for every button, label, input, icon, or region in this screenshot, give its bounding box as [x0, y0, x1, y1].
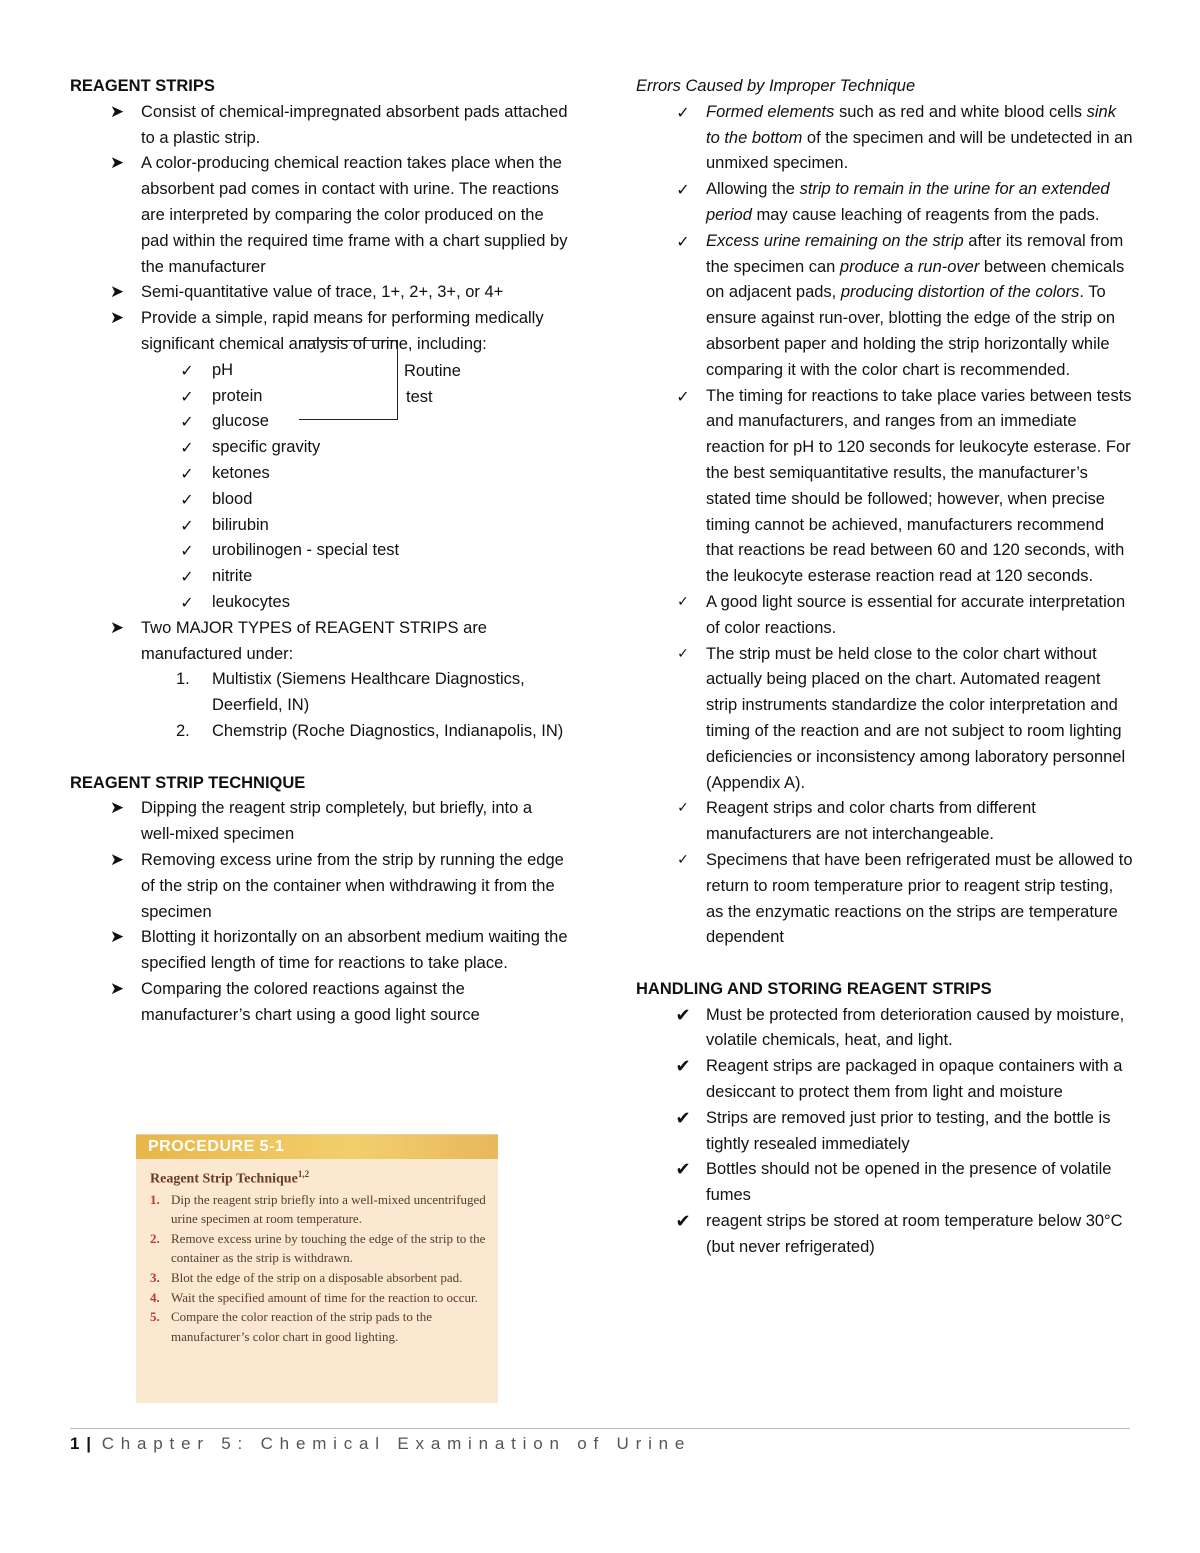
test-item: ✓ ketones — [70, 461, 570, 487]
arrow-bullet-icon: ➤ — [109, 308, 125, 329]
list-item: ✓ The timing for reactions to take place varies between tests and manufacturers, and ranges from an immediate reaction for pH to 120 seconds for leukocyte esterase. For the best semiquantitative results, the manufacturer’s stated time should be followed; however, when precise timing cannot be achieved, manufacturers recommend that reactions be read between 60 and 120 seconds, with the leukocyte esterase reaction read at 120 seconds. — [636, 384, 1134, 590]
arrow-bullet-icon: ➤ — [109, 798, 125, 819]
check-icon: ✓ — [180, 386, 194, 406]
list-item: ✓ The strip must be held close to the color chart without actually being placed on the chart. Automated reagent strip instruments standardize the color interpretation and timing of the reaction and are not subject to room lighting deficiencies or inconsistency among laboratory personnel (Appendix A). — [636, 642, 1134, 797]
reagent-strips-heading: REAGENT STRIPS — [70, 77, 215, 95]
procedure-title: Reagent Strip Technique$^{1,2}$ — [150, 1169, 310, 1187]
list-item: ✔ reagent strips be stored at room temperature below 30°C (but never refrigerated) — [636, 1209, 1134, 1261]
list-item: ➤ Provide a simple, rapid means for performing medically significant chemical analysis of urine, including: ✓ pH ✓ protein ✓ glucose ✓ specific gravity ✓ ketones ✓ blood ✓ bilirubin ✓ urobilinogen - special test ✓ nitrite ✓ leukocytes — [70, 306, 570, 616]
check-icon: ✓ — [180, 541, 194, 561]
arrow-bullet-icon: ➤ — [109, 153, 125, 174]
reagent-strips-list — [70, 100, 570, 745]
check-icon: ✓ — [677, 851, 689, 868]
list-item: ✓ Allowing the strip to remain in the urine for an extended period may cause leaching of reagents from the pads. — [636, 177, 1134, 229]
footer-rule — [70, 1428, 1130, 1429]
check-icon: ✓ — [180, 360, 194, 380]
list-item: ➤ Dipping the reagent strip completely, but briefly, into a well-mixed specimen — [70, 796, 570, 848]
list-item: ➤ Blotting it horizontally on an absorbent medium waiting the specified length of time for reactions to take place. — [70, 925, 570, 977]
check-icon: ✓ — [180, 463, 194, 483]
check-icon: ✔ — [675, 1159, 691, 1181]
check-icon: ✓ — [180, 592, 194, 612]
strip-types-list — [70, 667, 570, 744]
footer-separator: | — [86, 1434, 91, 1453]
test-item: ✓ protein — [70, 384, 570, 410]
check-icon: ✓ — [677, 593, 689, 610]
right-column — [636, 74, 1134, 1261]
list-item: ✓ Excess urine remaining on the strip after its removal from the specimen can produce a run-over between chemicals on adjacent pads, producing distortion of the colors. To ensure against run-over, blotting the edge of the strip on absorbent paper and holding the strip horizontally while comparing it with the color chart is recommended. — [636, 229, 1134, 384]
arrow-bullet-icon: ➤ — [109, 849, 125, 870]
check-icon: ✔ — [675, 1056, 691, 1078]
procedure-step: 4. Wait the specified amount of time for the reaction to occur. — [150, 1289, 478, 1305]
page-number: 1 — [70, 1434, 80, 1453]
procedure-step: 1. Dip the reagent strip briefly into a well-mixed uncentrifuged urine specimen at room temperature. — [150, 1191, 486, 1227]
errors-list — [636, 100, 1134, 951]
arrow-bullet-icon: ➤ — [109, 101, 125, 122]
arrow-bullet-icon: ➤ — [109, 282, 125, 303]
check-icon: ✓ — [180, 412, 194, 432]
test-item: ✓ leukocytes — [70, 590, 570, 616]
strip-type-item: 2. Chemstrip (Roche Diagnostics, Indianapolis, IN) — [176, 721, 564, 740]
test-item: ✓ urobilinogen - special test — [70, 538, 570, 564]
check-icon: ✓ — [676, 386, 690, 406]
list-item: ➤ Removing excess urine from the strip by running the edge of the strip on the container when withdrawing it from the specimen — [70, 848, 570, 925]
handling-heading: HANDLING AND STORING REAGENT STRIPS — [636, 979, 992, 998]
check-icon: ✔ — [675, 1211, 691, 1233]
check-icon: ✓ — [180, 489, 194, 509]
left-column — [70, 74, 570, 1028]
list-item: ✔ Bottles should not be opened in the presence of volatile fumes — [636, 1157, 1134, 1209]
procedure-badge: PROCEDURE 5-1 — [136, 1135, 498, 1159]
errors-heading: Errors Caused by Improper Technique — [636, 77, 916, 95]
test-item: ✓ specific gravity — [70, 435, 570, 461]
list-item: ✔ Reagent strips are packaged in opaque containers with a desiccant to protect them from light and moisture — [636, 1054, 1134, 1106]
check-icon: ✓ — [180, 567, 194, 587]
test-item: ✓ glucose — [70, 409, 570, 435]
procedure-step: 3. Blot the edge of the strip on a disposable absorbent pad. — [150, 1270, 463, 1286]
check-icon: ✓ — [677, 800, 689, 817]
list-item: ➤ Consist of chemical-impregnated absorbent pads attached to a plastic strip. — [70, 100, 570, 152]
routine-test-label: Routine test — [404, 362, 461, 406]
list-item: ✓ Formed elements such as red and white blood cells sink to the bottom of the specimen and will be undetected in an unmixed specimen. — [636, 100, 1134, 177]
list-item: ✓ A good light source is essential for accurate interpretation of color reactions. — [636, 590, 1134, 642]
test-item: ✓ pH — [70, 358, 570, 384]
check-icon: ✓ — [676, 231, 690, 251]
page-footer — [70, 1434, 691, 1454]
check-icon: ✓ — [677, 645, 689, 662]
procedure-step: 5. Compare the color reaction of the strip pads to the manufacturer’s color chart in good lighting. — [150, 1309, 433, 1344]
list-item: ✔ Must be protected from deterioration caused by moisture, volatile chemicals, heat, and light. — [636, 1003, 1134, 1055]
check-icon: ✓ — [180, 515, 194, 535]
check-icon: ✔ — [675, 1107, 691, 1129]
list-item: ➤ Comparing the colored reactions against the manufacturer’s chart using a good light source — [70, 977, 570, 1029]
list-item: ✓ Specimens that have been refrigerated must be allowed to return to room temperature prior to reagent strip testing, as the enzymatic reactions on the strips are temperature dependent — [636, 848, 1134, 951]
procedure-step: 2. Remove excess urine by touching the edge of the strip to the container as the strip is withdrawn. — [150, 1230, 486, 1266]
list-item: ✓ Reagent strips and color charts from different manufacturers are not interchangeable. — [636, 796, 1134, 848]
test-item: ✓ nitrite — [70, 564, 570, 590]
check-icon: ✓ — [676, 180, 690, 200]
check-icon: ✓ — [676, 102, 690, 122]
strip-type-item: 1. Multistix (Siemens Healthcare Diagnostics, Deerfield, IN) — [176, 670, 525, 715]
technique-heading: REAGENT STRIP TECHNIQUE — [70, 773, 306, 792]
handling-list — [636, 1003, 1134, 1261]
arrow-bullet-icon: ➤ — [109, 978, 125, 999]
chapter-title: Chapter 5: Chemical Examination of Urine — [101, 1434, 692, 1453]
check-icon: ✔ — [675, 1004, 691, 1026]
arrow-bullet-icon: ➤ — [109, 617, 125, 638]
list-item: ✔ Strips are removed just prior to testing, and the bottle is tightly resealed immediately — [636, 1106, 1134, 1158]
test-item: ✓ bilirubin — [70, 513, 570, 539]
check-icon: ✓ — [180, 438, 194, 458]
test-item: ✓ blood — [70, 487, 570, 513]
list-item: ➤ Two MAJOR TYPES of REAGENT STRIPS are manufactured under: 1. Multistix (Siemens Healthcare Diagnostics, Deerfield, IN) 2. Chemstrip (Roche Diagnostics, Indianapolis, IN) — [70, 616, 570, 745]
routine-bracket — [299, 340, 398, 420]
arrow-bullet-icon: ➤ — [109, 927, 125, 948]
procedure-box — [136, 1134, 498, 1403]
procedure-steps — [136, 1190, 498, 1347]
list-item: ➤ A color-producing chemical reaction takes place when the absorbent pad comes in contact with urine. The reactions are interpreted by comparing the color produced on the pad within the required time frame with a chart supplied by the manufacturer — [70, 151, 570, 280]
technique-list — [70, 796, 570, 1028]
list-item: ➤ Semi-quantitative value of trace, 1+, 2+, 3+, or 4+ — [70, 280, 570, 306]
